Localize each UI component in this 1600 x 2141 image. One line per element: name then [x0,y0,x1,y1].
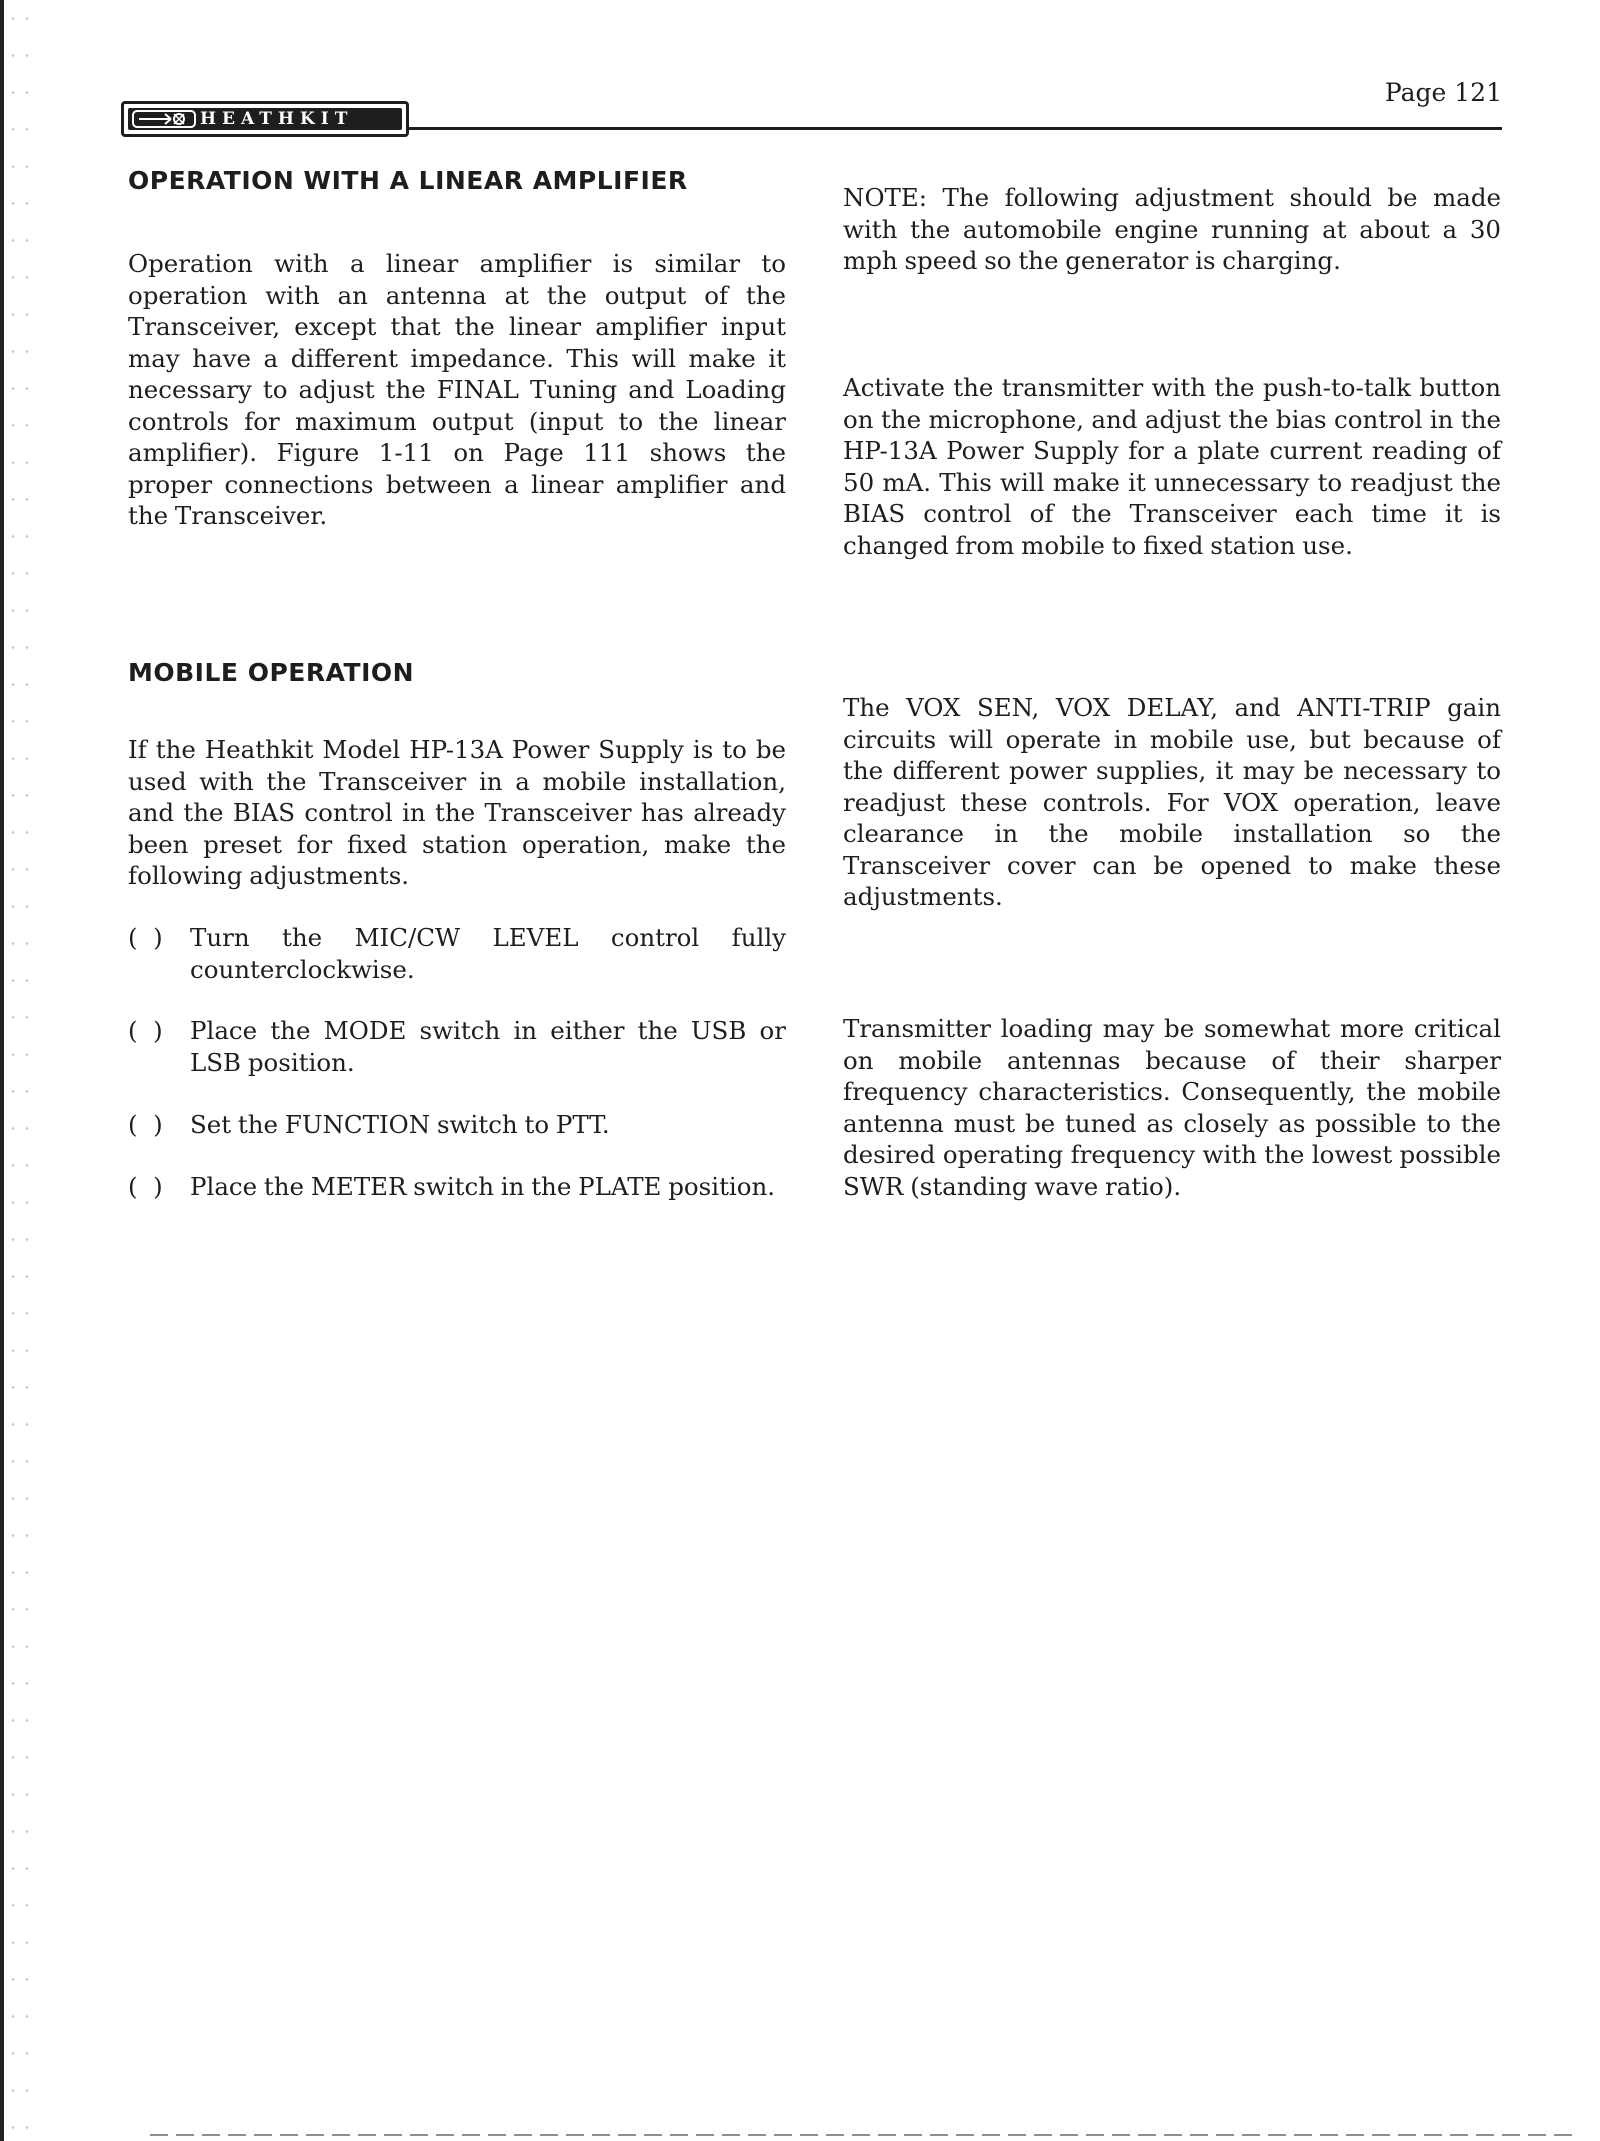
step-item [128,922,786,985]
step-text: Place the METER switch in the PLATE position. [190,1172,776,1201]
step-text: Turn the MIC/CW LEVEL control fully counterclockwise. [190,923,786,984]
section-heading-mobile-operation: MOBILE OPERATION [128,658,415,687]
note-paragraph: NOTE: The following adjustment should be made with the automobile engine running at about a 30 mph speed so the generator is charging. [843,183,1501,275]
checkbox-marker: ( ) [128,1172,163,1201]
heathkit-emblem-icon [128,108,200,130]
checkbox-marker: ( ) [128,923,163,952]
checkbox-marker: ( ) [128,1110,163,1139]
step-text: Place the MODE switch in either the USB or LSB position. [190,1016,786,1077]
paragraph-vox-controls: The VOX SEN, VOX DELAY, and ANTI-TRIP gain circuits will operate in mobile use, but because of the different power supplies, it may be necessary to readjust these controls. For VOX operation, leave clearance in the mobile installation so the Transceiver cover can be opened to make these adjustments. [843,693,1501,911]
logo-wordmark: HEATHKIT [200,108,354,129]
heathkit-logo [121,101,409,137]
page-number: Page 121 [1384,78,1502,107]
scan-bottom-edge [150,2134,1580,2136]
paragraph-mobile-intro: If the Heathkit Model HP-13A Power Supply is to be used with the Transceiver in a mobile installation, and the BIAS control in the Transceiver has already been preset for fixed station operation, make the following adjustments. [128,735,786,890]
step-item [128,1109,786,1141]
scan-left-edge [0,0,4,2141]
scan-left-specks [6,0,36,2141]
checkbox-marker: ( ) [128,1016,163,1045]
step-item [128,1171,786,1203]
paragraph-bias-adjustment: Activate the transmitter with the push-to-talk button on the microphone, and adjust the bias control in the HP-13A Power Supply for a plate current reading of 50 mA. This will make it unnecessary to readjust the BIAS control of the Transceiver each time it is changed from mobile to fixed station use. [843,373,1501,560]
paragraph-linear-amplifier: Operation with a linear amplifier is similar to operation with an antenna at the output of the Transceiver, except that the linear amplifier input may have a different impedance. This will make it necessary to adjust the FINAL Tuning and Loading controls for maximum output (input to the linear amplifier). Figure 1-11 on Page 111 shows the proper connections between a linear amplifier and the Transceiver. [128,249,786,530]
paragraph-transmitter-loading: Transmitter loading may be somewhat more critical on mobile antennas because of their sharper frequency characteristics. Consequently, the mobile antenna must be tuned as closely as possible to the desired operating frequency with the lowest possible SWR (standing wave ratio). [843,1014,1501,1201]
step-item [128,1015,786,1078]
step-text: Set the FUNCTION switch to PTT. [190,1110,610,1139]
section-heading-linear-amplifier: OPERATION WITH A LINEAR AMPLIFIER [128,166,688,195]
